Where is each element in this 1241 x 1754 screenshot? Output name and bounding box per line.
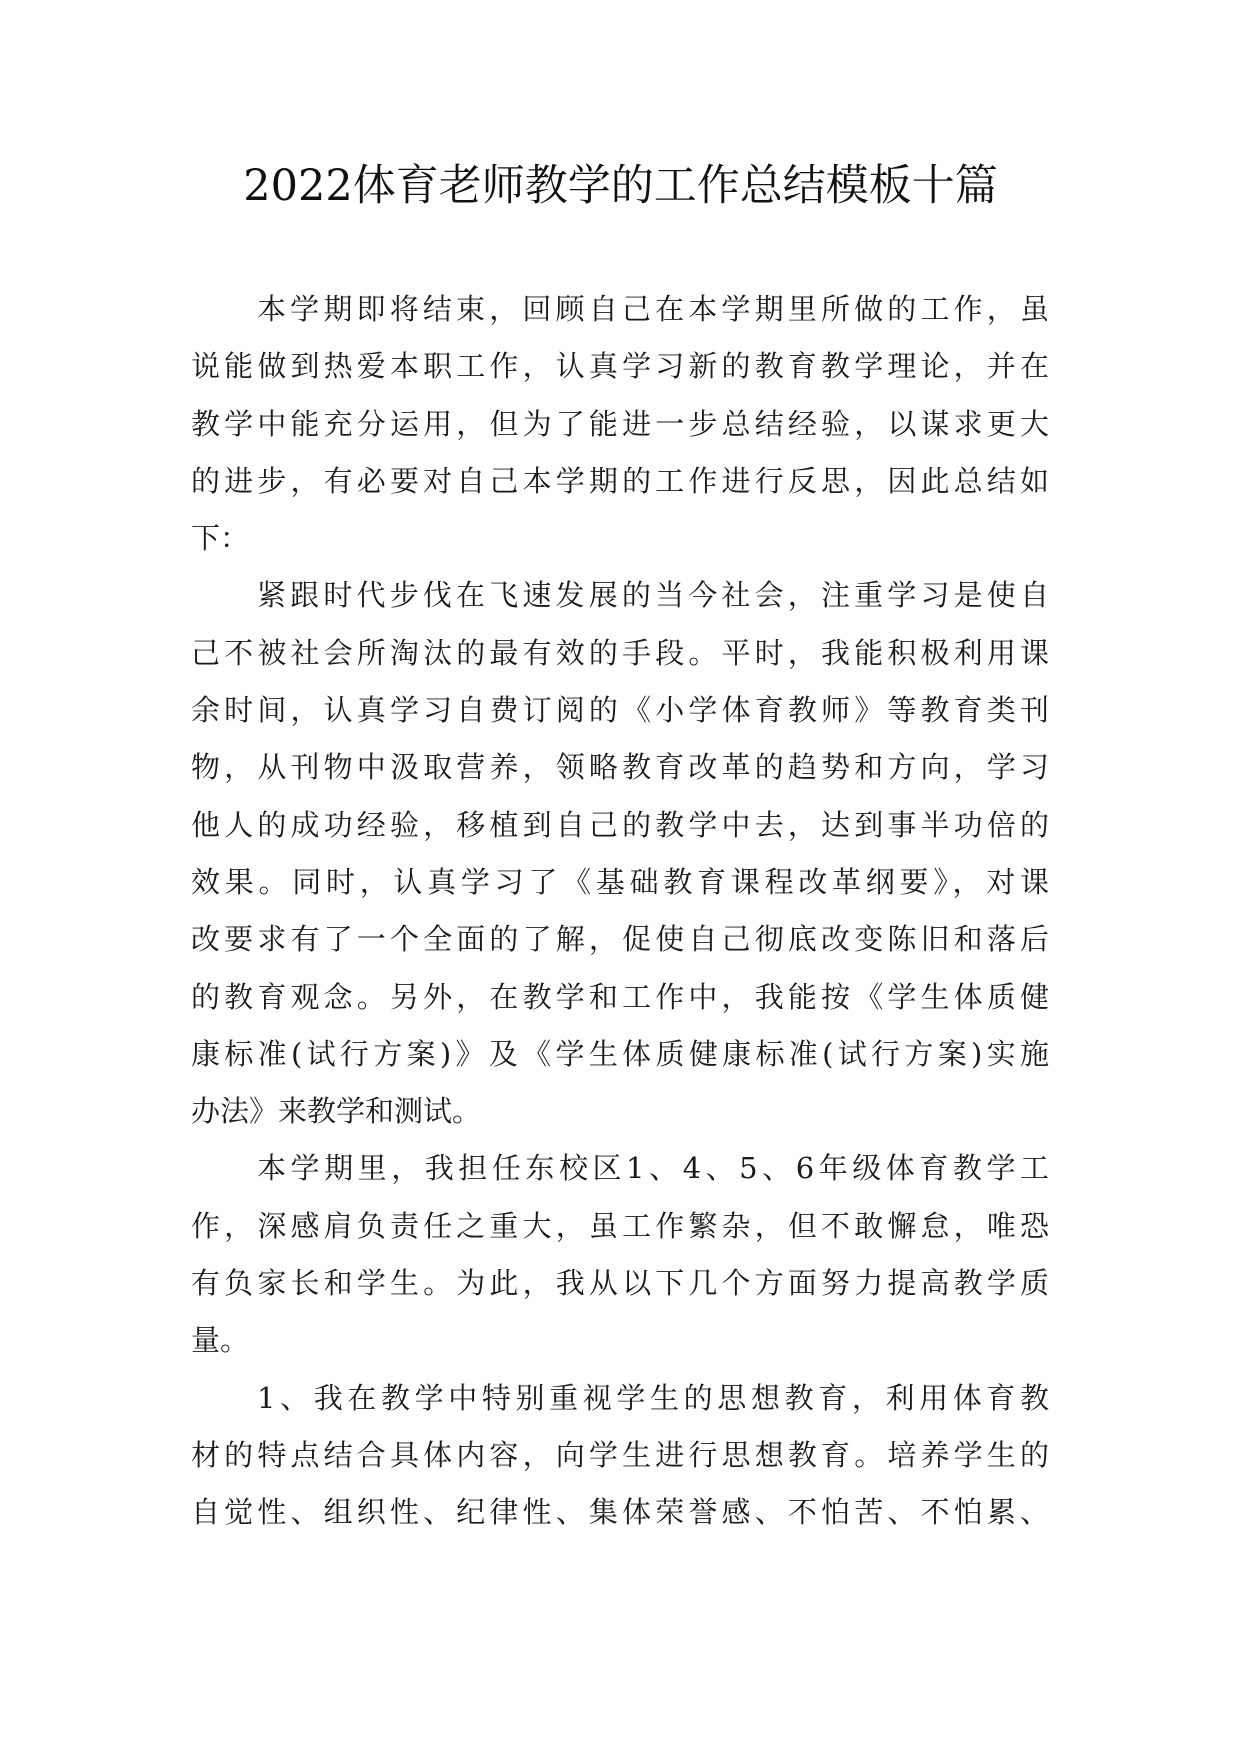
paragraph-line: 办法》来教学和测试。 <box>191 1094 482 1129</box>
paragraph-line: 效果。同时，认真学习了《基础教育课程改革纲要》，对课 <box>191 864 1049 899</box>
paragraph-line: 康标准(试行方案)》及《学生体质健康标准(试行方案)实施 <box>191 1036 1049 1071</box>
paragraph-line: 的进步，有必要对自己本学期的工作进行反思，因此总结如 <box>191 463 1049 498</box>
paragraph-line: 己不被社会所淘汰的最有效的手段。平时，我能积极利用课 <box>191 635 1049 670</box>
paragraph-line: 说能做到热爱本职工作，认真学习新的教育教学理论，并在 <box>191 349 1049 384</box>
paragraph-line: 下： <box>191 521 250 556</box>
paragraph-line: 作，深感肩负责任之重大，虽工作繁杂，但不敢懈怠，唯恐 <box>191 1208 1049 1243</box>
paragraph-line: 紧跟时代步伐在飞速发展的当今社会，注重学习是使自 <box>257 578 1049 613</box>
paragraph-line: 本学期里，我担任东校区1、4、5、6年级体育教学工 <box>257 1151 1049 1186</box>
paragraph-line: 本学期即将结束，回顾自己在本学期里所做的工作，虽 <box>257 292 1049 326</box>
paragraph-line: 物，从刊物中汲取营养，领略教育改革的趋势和方向，学习 <box>191 750 1049 785</box>
paragraph-line: 有负家长和学生。为此，我从以下几个方面努力提高教学质 <box>191 1266 1049 1301</box>
paragraph-line: 自觉性、组织性、纪律性、集体荣誉感、不怕苦、不怕累、 <box>191 1495 1049 1530</box>
paragraph-line: 余时间，认真学习自费订阅的《小学体育教师》等教育类刊 <box>191 693 1049 728</box>
paragraph-3 <box>191 1140 1049 1369</box>
paragraph-line: 改要求有了一个全面的了解，促使自己彻底改变陈旧和落后 <box>191 922 1049 957</box>
paragraph-4 <box>191 1370 1049 1542</box>
paragraph-line: 他人的成功经验，移植到自己的教学中去，达到事半功倍的 <box>191 807 1049 842</box>
document-body <box>191 281 1049 1542</box>
paragraph-line: 教学中能充分运用，但为了能进一步总结经验，以谋求更大 <box>191 406 1049 441</box>
paragraph-2 <box>191 567 1049 1140</box>
paragraph-line: 的教育观念。另外，在教学和工作中，我能按《学生体质健 <box>191 979 1049 1014</box>
paragraph-line: 材的特点结合具体内容，向学生进行思想教育。培养学生的 <box>191 1437 1049 1472</box>
paragraph-line: 量。 <box>191 1323 250 1358</box>
paragraph-line: 1、我在教学中特别重视学生的思想教育，利用体育教 <box>257 1380 1049 1415</box>
paragraph-1 <box>191 281 1049 567</box>
document-title: 2022体育老师教学的工作总结模板十篇 <box>243 161 998 211</box>
